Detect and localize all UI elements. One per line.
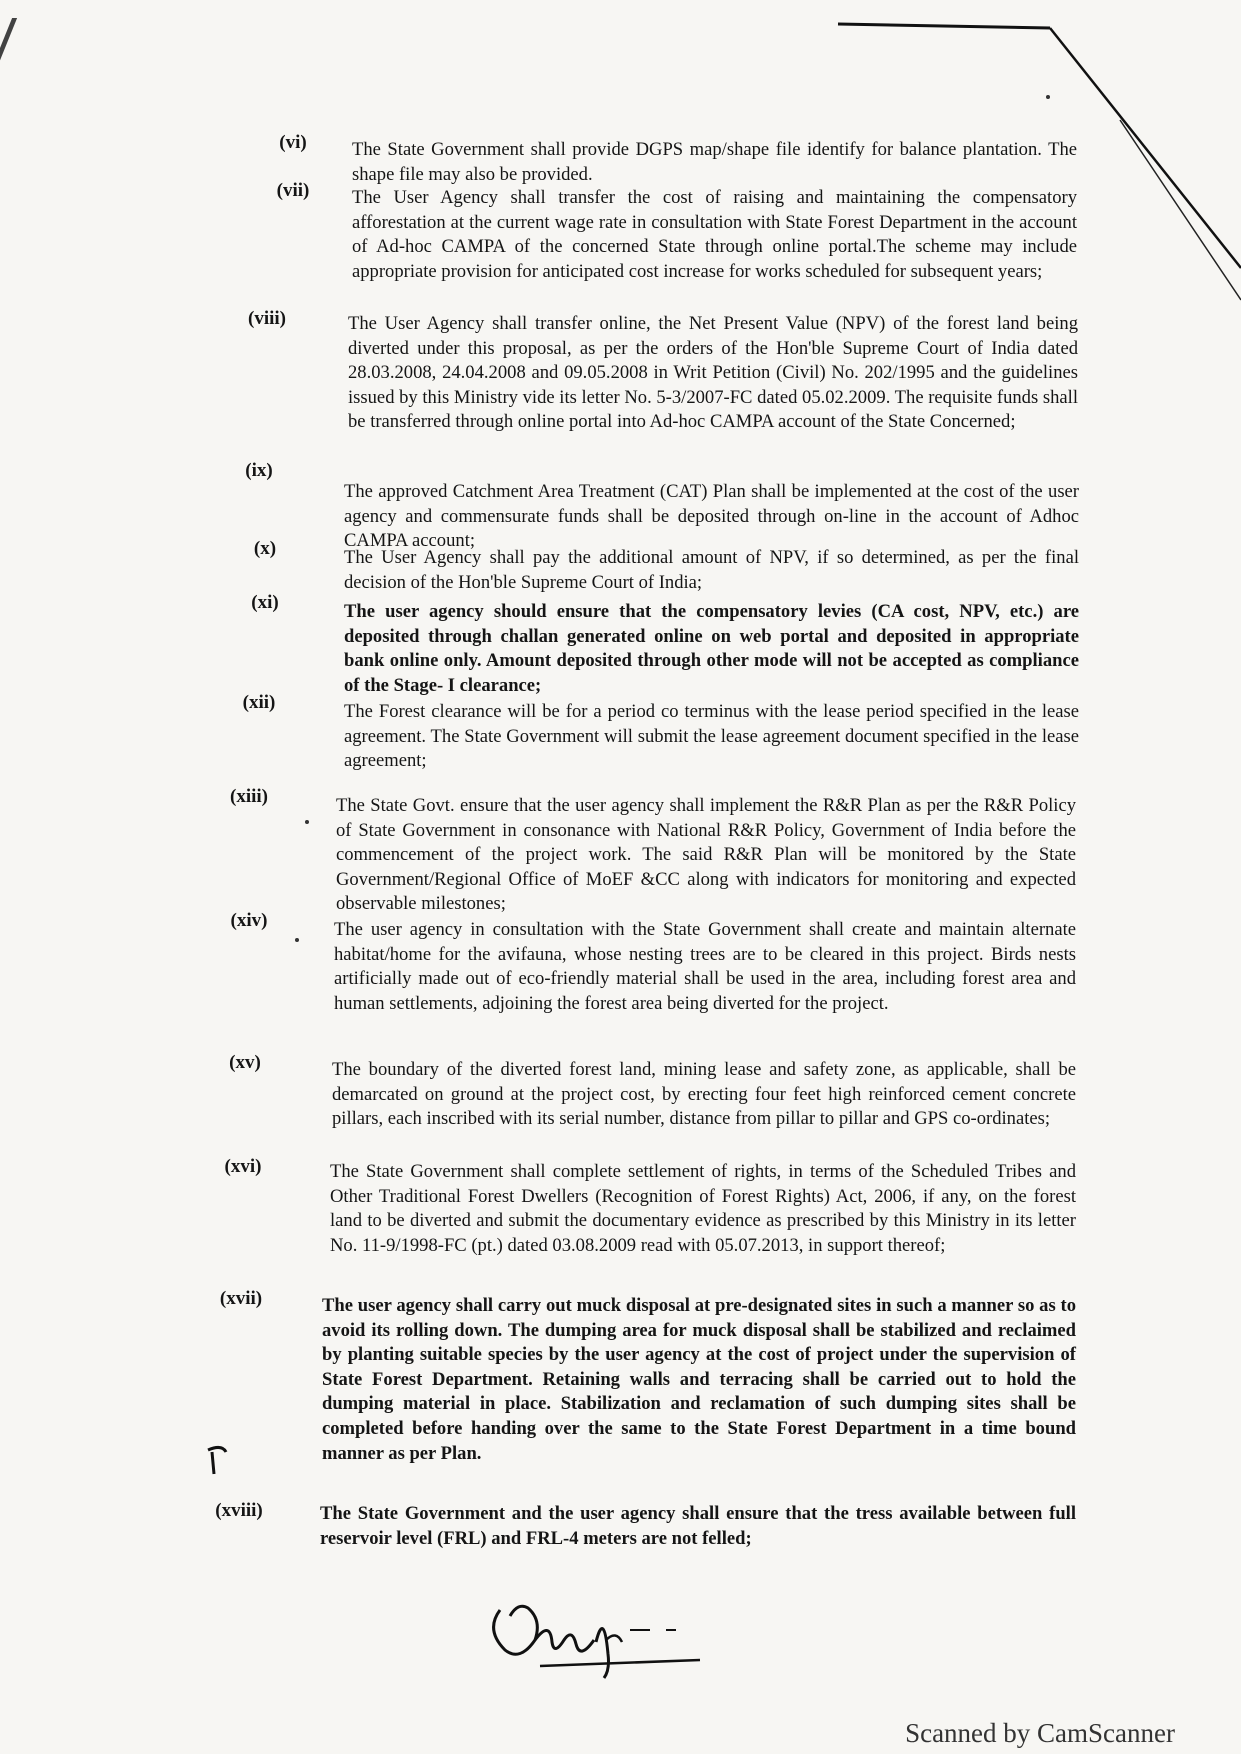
clause-number: (x) bbox=[253, 538, 277, 559]
clause-text: The State Government shall provide DGPS map/shape file identify for balance plantation. The shape file may also be provided. bbox=[352, 139, 1077, 185]
clause-text: The User Agency shall pay the additional amount of NPV, if so determined, as per the final decision of the Hon'ble Supreme Court of India; bbox=[344, 547, 1079, 593]
handwritten-tick-mark bbox=[202, 1444, 232, 1486]
clause-text: The User Agency shall transfer the cost of raising and maintaining the compensatory afforestation at the current wage rate in consultation with State Forest Department in the account of Ad-hoc CAMPA of the concerned State through online portal.The scheme may include appropriate provision for anticipated cost increase for works scheduled for subsequent years; bbox=[352, 187, 1077, 282]
signature bbox=[480, 1570, 720, 1685]
clause-number: (xii) bbox=[242, 692, 276, 713]
clause-text: The user agency shall carry out muck disposal at pre-designated sites in such a manner so as to avoid its rolling down. The dumping area for muck disposal shall be stabilized and reclaimed by planting suitable species by the user agency at the cost of project under the supervision of State Forest Department. Retaining walls and terracing shall be carried out to hold the dumping material in place. Stabilization and reclamation of such dumping sites shall be completed before handing over the same to the State Forest Department in a time bound manner as per Plan. bbox=[322, 1295, 1076, 1464]
clause-text: The State Government and the user agency shall ensure that the tress available between full reservoir level (FRL) and FRL-4 meters are not felled; bbox=[320, 1503, 1076, 1549]
clause-number: (vi) bbox=[279, 132, 307, 153]
clause-number: (vii) bbox=[276, 180, 310, 201]
clause-text: The State Govt. ensure that the user agency shall implement the R&R Plan as per the R&R Policy of State Government in consonance with National R&R Policy, Government of India before the commencement of the project work. The said R&R Plan will be monitored by the State Government/Regional Office of MoEF &CC along with indicators for monitoring and expected observable milestones; bbox=[336, 795, 1076, 915]
clause-text: The approved Catchment Area Treatment (CAT) Plan shall be implemented at the cost of the user agency and commensurate funds shall be deposited through on-line in the account of Adhoc CAMPA account; bbox=[344, 481, 1079, 552]
clause-text: The boundary of the diverted forest land, mining lease and safety zone, as applicable, shall be demarcated on ground at the project cost, by erecting four feet high reinforced cement concrete pillars, each inscribed with its serial number, distance from pillar to pillar and GPS co-ordinates; bbox=[332, 1059, 1076, 1130]
clause-text: The User Agency shall transfer online, the Net Present Value (NPV) of the forest land being diverted under this proposal, as per the orders of the Hon'ble Supreme Court of India dated 28.03.2008, 24.04.2008 and 09.05.2008 in Writ Petition (Civil) No. 202/1995 and the guidelines issued by this Ministry vide its letter No. 5-3/2007-FC dated 05.02.2009. The requisite funds shall be transferred through online portal into Ad-hoc CAMPA account of the State Concerned; bbox=[348, 313, 1078, 433]
clause-number: (xvii) bbox=[219, 1288, 263, 1309]
clause-number: (xvi) bbox=[224, 1156, 262, 1177]
clause-number: (xi) bbox=[251, 592, 279, 613]
clause-number: (xiv) bbox=[230, 910, 268, 931]
clause-number: (ix) bbox=[245, 460, 273, 481]
clause-number: (xv) bbox=[229, 1052, 261, 1073]
clause-text: The Forest clearance will be for a period co terminus with the lease period specified in the lease agreement. The State Government will submit the lease agreement document specified in the lease agreement; bbox=[344, 701, 1079, 772]
scanner-watermark: Scanned by CamScanner bbox=[905, 1718, 1175, 1748]
clause-text: The user agency in consultation with the State Government shall create and maintain alternate habitat/home for the avifauna, whose nesting trees are to be cleared in this project. Birds nests artificially made out of eco-friendly material shall be used in the area, including forest area and human settlements, adjoining the forest area being diverted for the project. bbox=[334, 919, 1076, 1014]
clause-number: (viii) bbox=[248, 308, 286, 329]
clause-number: (xviii) bbox=[215, 1500, 263, 1521]
clause-text: The State Government shall complete settlement of rights, in terms of the Scheduled Tribes and Other Traditional Forest Dwellers (Recognition of Forest Rights) Act, 2006, if any, on the forest land to be diverted and submit the documentary evidence as prescribed by this Ministry in its letter No. 11-9/1998-FC (pt.) dated 03.08.2009 read with 05.07.2013, in support thereof; bbox=[330, 1161, 1076, 1256]
clause-text: The user agency should ensure that the compensatory levies (CA cost, NPV, etc.) are deposited through challan generated online on web portal and deposited in appropriate bank online only. Amount deposited through other mode will not be accepted as compliance of the Stage- I clearance; bbox=[344, 601, 1079, 696]
clause-number: (xiii) bbox=[230, 786, 268, 807]
